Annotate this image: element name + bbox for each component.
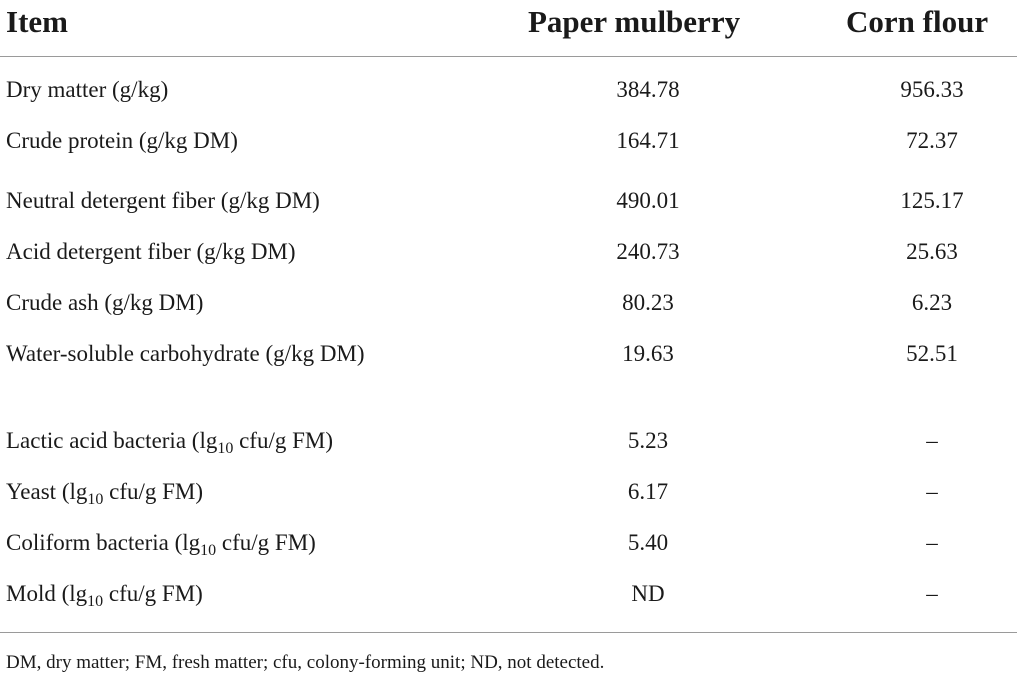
subscript: 10 [87, 593, 104, 610]
row-label-unit: cfu/g FM) [216, 530, 316, 555]
row-label: Water-soluble carbohydrate (g/kg DM) [6, 341, 365, 366]
header-corn-flour: Corn flour [846, 4, 989, 39]
header-item: Item [6, 4, 68, 39]
corn-flour-value: – [926, 581, 938, 606]
row-label-text: Coliform bacteria (lg [6, 530, 201, 555]
row-label: Crude protein (g/kg DM) [6, 128, 238, 153]
paper-mulberry-value: 490.01 [616, 188, 680, 213]
corn-flour-value: – [926, 530, 938, 555]
corn-flour-value: 125.17 [900, 188, 964, 213]
corn-flour-value: – [926, 428, 938, 453]
paper-mulberry-value: 384.78 [616, 77, 680, 102]
row-label: Dry matter (g/kg) [6, 77, 169, 102]
row-label-unit: cfu/g FM) [103, 581, 203, 606]
row-label-unit: cfu/g FM) [103, 479, 204, 504]
header-paper-mulberry: Paper mulberry [528, 4, 741, 39]
row-label-text: Yeast (lg [6, 479, 88, 504]
row-label [6, 527, 426, 559]
row-label: Crude ash (g/kg DM) [6, 290, 204, 315]
corn-flour-value: 52.51 [906, 341, 958, 366]
row-label [6, 425, 426, 457]
paper-mulberry-value: 6.17 [627, 479, 669, 504]
row-label-text: Lactic acid bacteria (lg [6, 428, 218, 453]
paper-mulberry-value: ND [631, 581, 665, 606]
subscript: 10 [217, 440, 234, 457]
corn-flour-value: 6.23 [911, 290, 953, 315]
table-bottom-rule [0, 632, 1017, 633]
table-footnote: DM, dry matter; FM, fresh matter; cfu, colony-forming unit; ND, not detected. [6, 652, 605, 673]
table-header-row [0, 0, 1017, 57]
paper-mulberry-value: 5.40 [627, 530, 669, 555]
row-label [6, 476, 426, 508]
corn-flour-value: 25.63 [906, 239, 958, 264]
corn-flour-value: – [926, 479, 938, 504]
row-label [6, 578, 426, 610]
table-body [0, 57, 1017, 632]
row-label-unit: cfu/g FM) [233, 428, 334, 453]
paper-mulberry-value: 80.23 [622, 290, 674, 315]
row-label-text: Mold (lg [6, 581, 88, 606]
paper-mulberry-value: 19.63 [622, 341, 674, 366]
paper-mulberry-value: 164.71 [616, 128, 680, 153]
row-label: Neutral detergent fiber (g/kg DM) [6, 188, 320, 213]
paper-mulberry-value: 5.23 [627, 428, 669, 453]
corn-flour-value: 956.33 [900, 77, 964, 102]
subscript: 10 [87, 491, 104, 508]
row-label: Acid detergent fiber (g/kg DM) [6, 239, 296, 264]
paper-mulberry-value: 240.73 [616, 239, 680, 264]
corn-flour-value: 72.37 [906, 128, 958, 153]
subscript: 10 [200, 542, 217, 559]
